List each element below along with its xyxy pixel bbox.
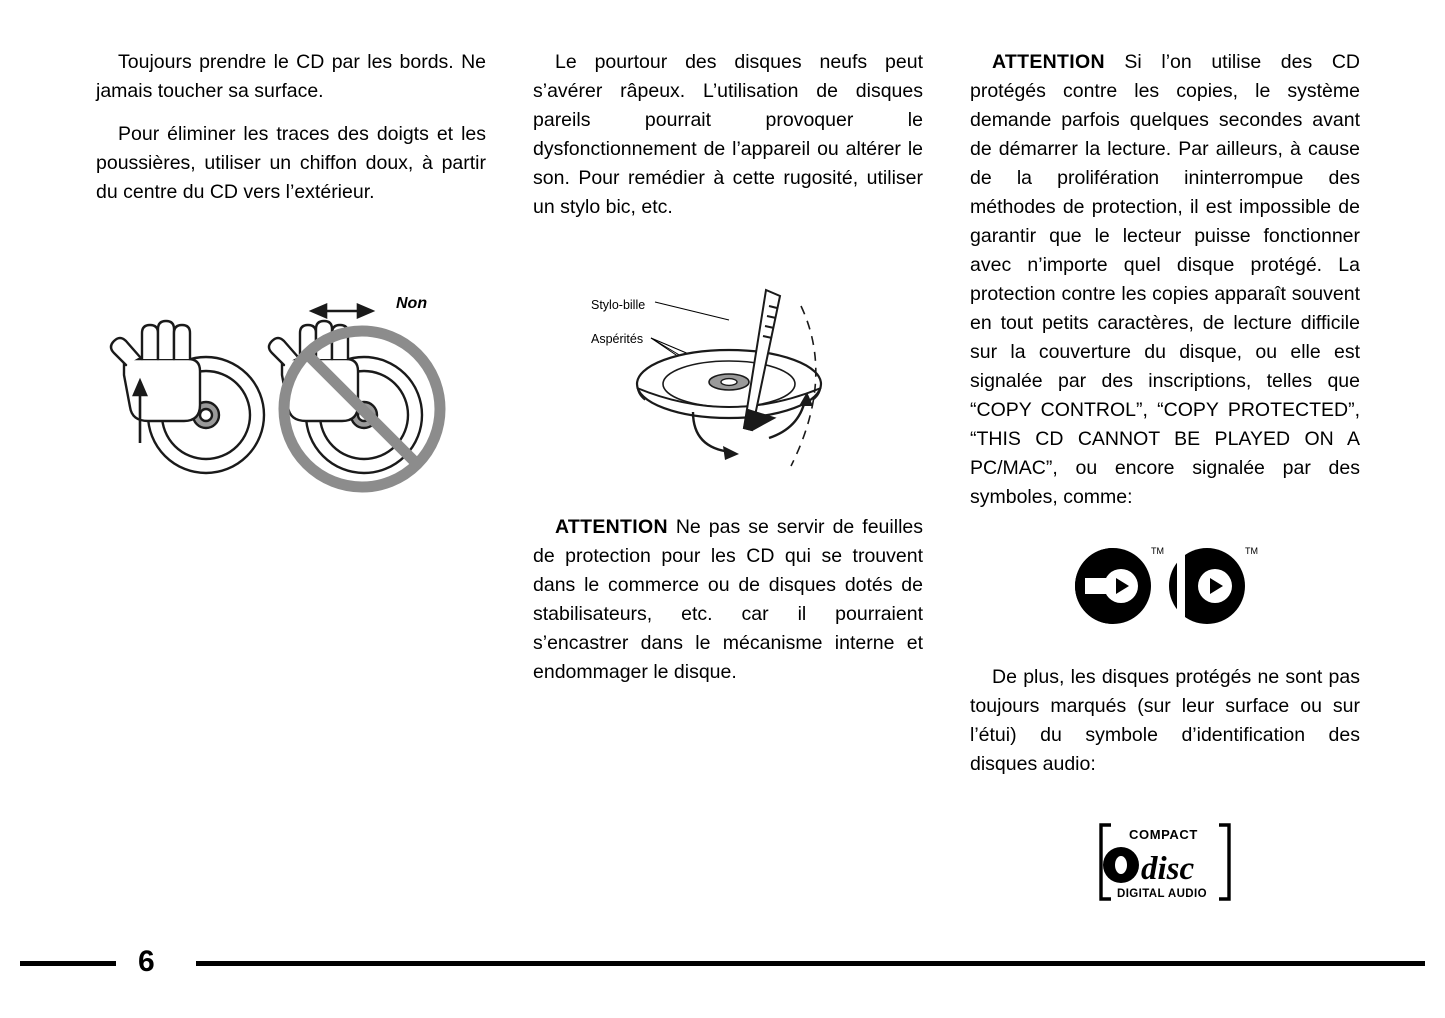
paragraph: Le pourtour des disques neufs peut s’avérer râpeux. L’utilisation de disques pareils pourrait provoquer le dysfonctionnement de l’appareil ou altérer le son. Pour remédier à cette rugosité, utiliser un stylo bic, etc. (533, 51, 923, 218)
column-middle (533, 48, 923, 910)
hands-cd-svg (96, 295, 486, 495)
warning-text: Ne pas se servir de feuilles de protection pour les CD qui se trouvent dans le commerce ou de disques dotés de stabilisateurs, etc. car il pourraient s’encastrer dans le mécanisme interne et endommager le disque. (533, 516, 923, 683)
copy-control-logo (970, 538, 1360, 633)
copy-control-svg (1065, 538, 1265, 628)
page-columns (96, 48, 1361, 910)
svg-text:TM: TM (1151, 546, 1164, 556)
svg-text:DIGITAL AUDIO: DIGITAL AUDIO (1117, 888, 1207, 900)
footer-rule-left (20, 961, 116, 966)
compact-disc-logo-svg (1095, 819, 1235, 905)
warning-text: Si l’on utilise des CD protégés contre les copies, le système demande parfois quelques secondes avant de démarrer la lecture. Par ailleurs, à cause de la prolifération ininterrompue des méthodes de protection, il est impossible de garantir que le lecteur puisse fonctionner avec n’importe quel disque protégé. La protection contre les copies apparaît souvent en tout petits caractères, de lecture difficile sur la couverture du disque, ou elle est signalée par des inscriptions, telles que “COPY CONTROL”, “COPY PROTECTED”, “THIS CD CANNOT BE PLAYED ON A PC/MAC”, ou encore signalée par des symboles, comme: (970, 51, 1360, 508)
figure-label-non: Non (396, 295, 428, 312)
paragraph: Pour éliminer les traces des doigts et les poussières, utiliser un chiffon doux, à partir du centre du CD vers l’extérieur. (96, 123, 486, 203)
figure-label-stylo-bille: Stylo-bille (591, 298, 646, 312)
paragraph: De plus, les disques protégés ne sont pas toujours marqués (sur leur surface ou sur l’étui) du symbole d’identification des disques audio: (970, 666, 1360, 775)
warning-paragraph (970, 48, 1360, 512)
page-number: 6 (138, 945, 155, 978)
attention-label: ATTENTION (555, 516, 668, 538)
column-left (96, 48, 486, 910)
compact-disc-digital-audio-logo (970, 819, 1360, 910)
footer-rule-right (196, 961, 1425, 966)
warning-paragraph (533, 513, 923, 687)
svg-text:disc: disc (1141, 851, 1195, 887)
svg-text:COMPACT: COMPACT (1129, 827, 1198, 842)
attention-label: ATTENTION (992, 51, 1105, 73)
figure-label-asperites: Aspérités (591, 332, 644, 346)
page-footer (20, 945, 1425, 978)
pen-disc-svg (533, 288, 923, 503)
svg-text:TM: TM (1245, 546, 1258, 556)
paragraph: Toujours prendre le CD par les bords. Ne jamais toucher sa surface. (96, 51, 486, 102)
hands-holding-cd-illustration (96, 295, 486, 505)
column-right (970, 48, 1360, 910)
ballpoint-pen-disc-illustration (533, 288, 923, 513)
